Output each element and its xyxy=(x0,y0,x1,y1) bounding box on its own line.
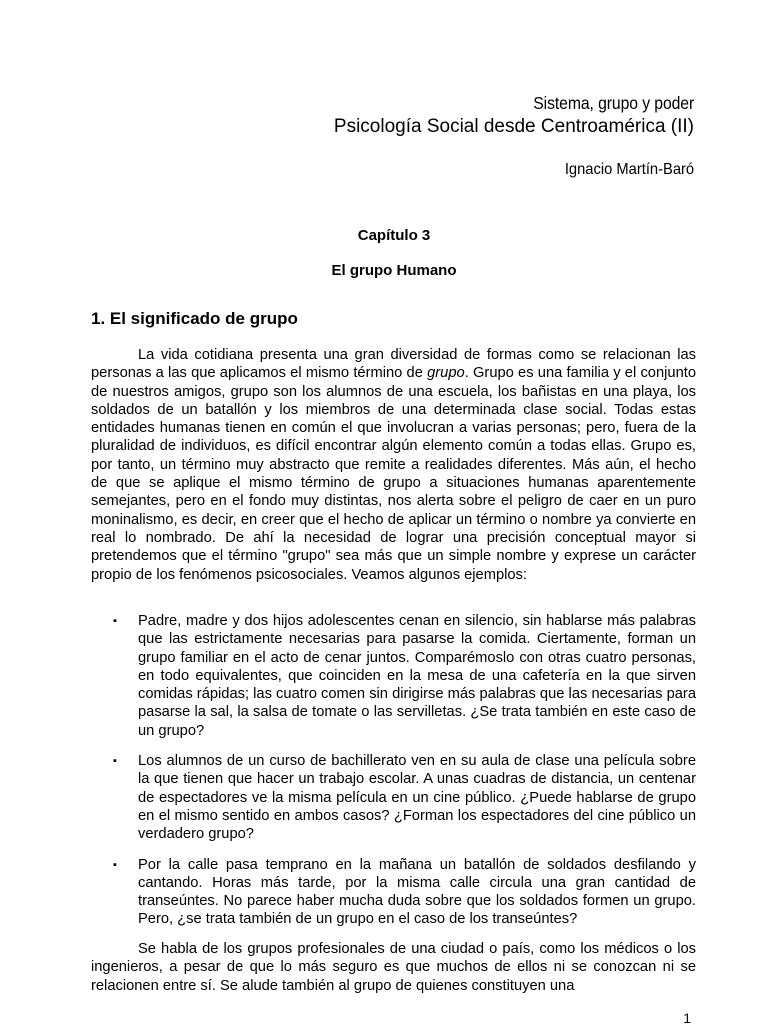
book-title: Psicología Social desde Centroamérica (II) xyxy=(333,116,694,137)
list-item-text: Por la calle pasa temprano en la mañana un batallón de soldados desfilando y cantando. Horas más tarde, por la misma calle circula una gran cantidad de transeúntes. No parece haber mucha duda sobre que los soldados formen un grupo. Pero, ¿se trata también de un grupo en el caso de los transeúntes? xyxy=(138,856,696,928)
paragraph-1-text-a: La vida cotidiana presenta una gran diversidad de formas como se relacionan las personas a las que aplicamos el mismo término de xyxy=(91,347,696,382)
bullet-icon: ▪ xyxy=(113,858,117,871)
chapter-title: El grupo Humano xyxy=(331,262,457,279)
examples-list xyxy=(91,612,696,941)
bullet-icon: ▪ xyxy=(113,755,117,768)
bullet-icon: ▪ xyxy=(113,615,117,627)
page-number: 1 xyxy=(683,1010,691,1026)
list-item xyxy=(91,752,696,843)
section-heading: 1. El significado de grupo xyxy=(91,309,298,328)
list-item-text: Los alumnos de un curso de bachillerato ven en su aula de clase una película sobre la que tienen que hacer un trabajo escolar. A unas cuadras de distancia, un centenar de espectadores ve la misma película en un cine público. ¿Puede hablarse de grupo en el mismo sentido en ambos casos? ¿Forman los espectadores del cine público un verdadero grupo? xyxy=(138,753,696,843)
paragraph-2-text: Se habla de los grupos profesionales de una ciudad o país, como los médicos o los ingenieros, a pesar de que lo más seguro es que muchos de ellos ni se conozcan ni se relacionen entre sí. Se alude también al grupo de quienes constituyen una xyxy=(91,941,696,994)
paragraph-1 xyxy=(91,346,696,584)
paragraph-1-italic: grupo xyxy=(427,365,465,382)
author-name: Ignacio Martín-Baró xyxy=(564,161,694,178)
series-title: Sistema, grupo y poder xyxy=(533,93,694,113)
list-item xyxy=(91,612,696,740)
paragraph-1-text-b: . Grupo es una familia y el conjunto de nuestros amigos, grupo son los alumnos de una escuela, los bañistas en una playa, los soldados de un batallón y los miembros de una determinada clase social. Todas estas entidades humanas tienen en común el que involucran a varias personas; pero, fuera de la pluralidad de individuos, es difícil encontrar algún elemento común a todas ellas. Grupo es, por tanto, un término muy abstracto que remite a realidades diferentes. Más aún, el hecho de que se aplique el mismo término de grupo a situaciones humanas aparentemente semejantes, pero en el fondo muy distintas, nos alerta sobre el peligro de caer en un puro moninalismo, es decir, en creer que el hecho de aplicar un término o nombre ya convierte en real lo nombrado. De ahí la necesidad de lograr una precisión conceptual mayor si pretendemos que el término "grupo" sea más que un simple nombre y exprese un carácter propio de los fenómenos psicosociales. Veamos algunos ejemplos: xyxy=(91,365,696,583)
list-item-text: Padre, madre y dos hijos adolescentes cenan en silencio, sin hablarse más palabras que las estrictamente necesarias para pasarse la comida. Ciertamente, forman un grupo familiar en el acto de cenar juntos. Comparémoslo con otras cuatro personas, en todo equivalentes, que coinciden en la mesa de una cafetería en la que sirven comidas rápidas; las cuatro comen sin dirigirse más palabras que las necesarias para pasarse la sal, la salsa de tomate o las servilletas. ¿Se trata también en este caso de un grupo? xyxy=(138,613,696,739)
paragraph-2 xyxy=(91,940,696,995)
document-header xyxy=(334,92,694,180)
chapter-number: Capítulo 3 xyxy=(357,227,431,244)
list-item xyxy=(91,856,696,929)
